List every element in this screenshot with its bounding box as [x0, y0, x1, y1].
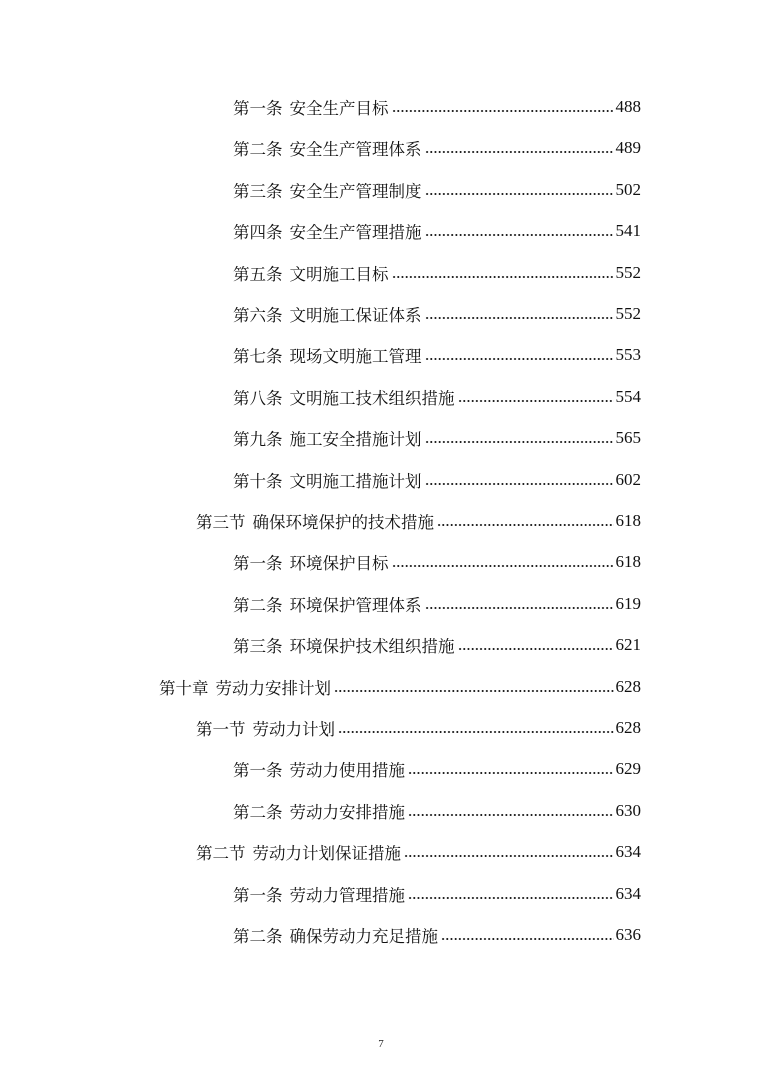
- toc-entry-text: 劳动力计划: [252, 720, 335, 739]
- toc-entry-title: [159, 675, 331, 699]
- toc-entry-label: 第一节: [196, 720, 246, 739]
- toc-entry-page: 618: [615, 511, 641, 530]
- toc-entry-page: 602: [615, 469, 641, 489]
- toc-entry-label: 第二条: [233, 802, 283, 822]
- toc-entry-title: [233, 426, 422, 450]
- toc-entry-title: [233, 95, 389, 119]
- toc-entry-page: 552: [615, 304, 641, 323]
- toc-entry-text: 确保环境保护的技术措施: [252, 513, 434, 532]
- dot-leader: [404, 854, 614, 858]
- toc-entry-label: 第五条: [233, 264, 283, 284]
- toc-entry[interactable]: [233, 589, 641, 619]
- toc-entry-text: 环境保护管理体系: [289, 595, 422, 615]
- dot-leader: [458, 399, 614, 403]
- page-number: 7: [378, 1038, 384, 1050]
- toc-entry[interactable]: [233, 133, 641, 163]
- dot-leader: [408, 813, 614, 817]
- toc-entry[interactable]: [233, 92, 641, 122]
- toc-entry-label: 第六条: [233, 306, 283, 325]
- toc-entry[interactable]: [196, 506, 641, 536]
- toc-entry[interactable]: [233, 175, 641, 205]
- toc-entry-label: 第一条: [233, 761, 283, 781]
- toc-entry-title: [233, 385, 455, 409]
- toc-entry[interactable]: [233, 465, 641, 495]
- toc-entry-page: 553: [615, 345, 641, 365]
- toc-entry-title: [233, 923, 438, 947]
- toc-entry-title: [233, 633, 455, 657]
- dot-leader: [425, 482, 614, 486]
- toc-entry-page: 634: [615, 842, 641, 862]
- toc-entry-label: 第二条: [233, 927, 283, 946]
- toc-entry-text: 安全生产管理体系: [289, 140, 422, 160]
- toc-entry-label: 第三条: [233, 637, 283, 657]
- toc-entry-text: 环境保护目标: [289, 554, 389, 574]
- toc-entry[interactable]: [233, 299, 641, 329]
- toc-entry-title: [233, 136, 422, 160]
- toc-entry-title: [233, 178, 422, 202]
- toc-entry-text: 安全生产目标: [289, 99, 389, 118]
- toc-entry-label: 第十章: [159, 678, 209, 698]
- dot-leader: [408, 896, 614, 900]
- toc-entry-text: 劳动力安排措施: [289, 802, 405, 822]
- toc-entry-title: [233, 757, 405, 781]
- toc-entry-title: [196, 509, 434, 533]
- dot-leader: [392, 564, 614, 568]
- toc-entry-label: 第三节: [196, 513, 246, 532]
- toc-entry-page: 619: [615, 593, 641, 613]
- dot-leader: [425, 150, 614, 154]
- toc-entry-label: 第十条: [233, 471, 283, 491]
- toc-entry-text: 文明施工保证体系: [289, 306, 422, 325]
- toc-entry-page: 488: [615, 97, 641, 116]
- dot-leader: [437, 523, 614, 527]
- dot-leader: [425, 233, 614, 237]
- toc-entry-title: [233, 468, 422, 492]
- toc-entry-page: 554: [615, 386, 641, 406]
- toc-entry-text: 劳动力使用措施: [289, 761, 405, 781]
- toc-entry[interactable]: [196, 713, 641, 743]
- toc-entry-label: 第九条: [233, 430, 283, 450]
- toc-entry-title: [196, 716, 335, 740]
- toc-entry[interactable]: [233, 796, 641, 826]
- toc-entry-text: 文明施工技术组织措施: [289, 388, 455, 408]
- toc-entry-text: 劳动力安排计划: [215, 678, 331, 698]
- toc-entry-title: [233, 302, 422, 326]
- toc-entry-title: [233, 261, 389, 285]
- toc-entry-label: 第二条: [233, 140, 283, 160]
- toc-entry-page: 618: [615, 552, 641, 572]
- toc-entry-page: 621: [615, 635, 641, 655]
- toc-entry[interactable]: [196, 837, 641, 867]
- toc-entry-text: 现场文明施工管理: [289, 347, 422, 367]
- toc-entry-label: 第四条: [233, 223, 283, 243]
- toc-entry-title: [233, 343, 422, 367]
- toc-entry-page: 628: [615, 676, 641, 696]
- toc-entry[interactable]: [159, 672, 641, 702]
- toc-entry-text: 文明施工目标: [289, 264, 389, 284]
- toc-entry-title: [196, 840, 401, 864]
- toc-entry[interactable]: [233, 216, 641, 246]
- toc-entry-text: 文明施工措施计划: [289, 471, 422, 491]
- toc-entry-label: 第一条: [233, 99, 283, 118]
- toc-entry-page: 636: [615, 925, 641, 944]
- toc-entry-page: 634: [615, 883, 641, 903]
- toc-entry[interactable]: [233, 547, 641, 577]
- toc-entry-page: 502: [615, 179, 641, 199]
- toc-entry[interactable]: [233, 754, 641, 784]
- dot-leader: [425, 357, 614, 361]
- toc-entry[interactable]: [233, 920, 641, 950]
- toc-entry[interactable]: [233, 423, 641, 453]
- dot-leader: [392, 109, 614, 113]
- toc-entry-label: 第一条: [233, 885, 283, 905]
- dot-leader: [338, 730, 614, 734]
- toc-entry-page: 629: [615, 759, 641, 779]
- toc-entry-label: 第八条: [233, 388, 283, 408]
- toc-entry-title: [233, 592, 422, 616]
- toc-entry-title: [233, 799, 405, 823]
- toc-entry-page: 552: [615, 262, 641, 282]
- toc-entry-page: 630: [615, 800, 641, 820]
- toc-entry-title: [233, 550, 389, 574]
- toc-entry-text: 施工安全措施计划: [289, 430, 422, 450]
- dot-leader: [334, 689, 614, 693]
- toc-entry-text: 安全生产管理措施: [289, 223, 422, 243]
- toc-entry-label: 第七条: [233, 347, 283, 367]
- toc-entry-page: 565: [615, 428, 641, 448]
- toc-entry[interactable]: [233, 382, 641, 412]
- toc-entry-text: 安全生产管理制度: [289, 181, 422, 201]
- toc-entry-label: 第三条: [233, 181, 283, 201]
- toc-entry[interactable]: [233, 630, 641, 660]
- dot-leader: [441, 937, 614, 941]
- dot-leader: [458, 647, 614, 651]
- toc-entry-label: 第二节: [196, 844, 246, 864]
- toc-entry-label: 第一条: [233, 554, 283, 574]
- toc-entry-text: 劳动力计划保证措施: [252, 844, 401, 864]
- toc-entry[interactable]: [233, 258, 641, 288]
- dot-leader: [425, 440, 614, 444]
- toc-entry[interactable]: [233, 879, 641, 909]
- toc-entry-title: [233, 882, 405, 906]
- toc-entry-page: 489: [615, 138, 641, 158]
- toc-entry-text: 劳动力管理措施: [289, 885, 405, 905]
- toc-entry-text: 确保劳动力充足措施: [289, 927, 438, 946]
- dot-leader: [425, 606, 614, 610]
- toc-entry-page: 541: [615, 221, 641, 241]
- toc-entry[interactable]: [233, 340, 641, 370]
- toc-entry-label: 第二条: [233, 595, 283, 615]
- dot-leader: [425, 316, 614, 320]
- toc-entry-text: 环境保护技术组织措施: [289, 637, 455, 657]
- dot-leader: [425, 192, 614, 196]
- toc-entry-page: 628: [615, 718, 641, 737]
- toc-entry-title: [233, 219, 422, 243]
- dot-leader: [408, 771, 614, 775]
- dot-leader: [392, 275, 614, 279]
